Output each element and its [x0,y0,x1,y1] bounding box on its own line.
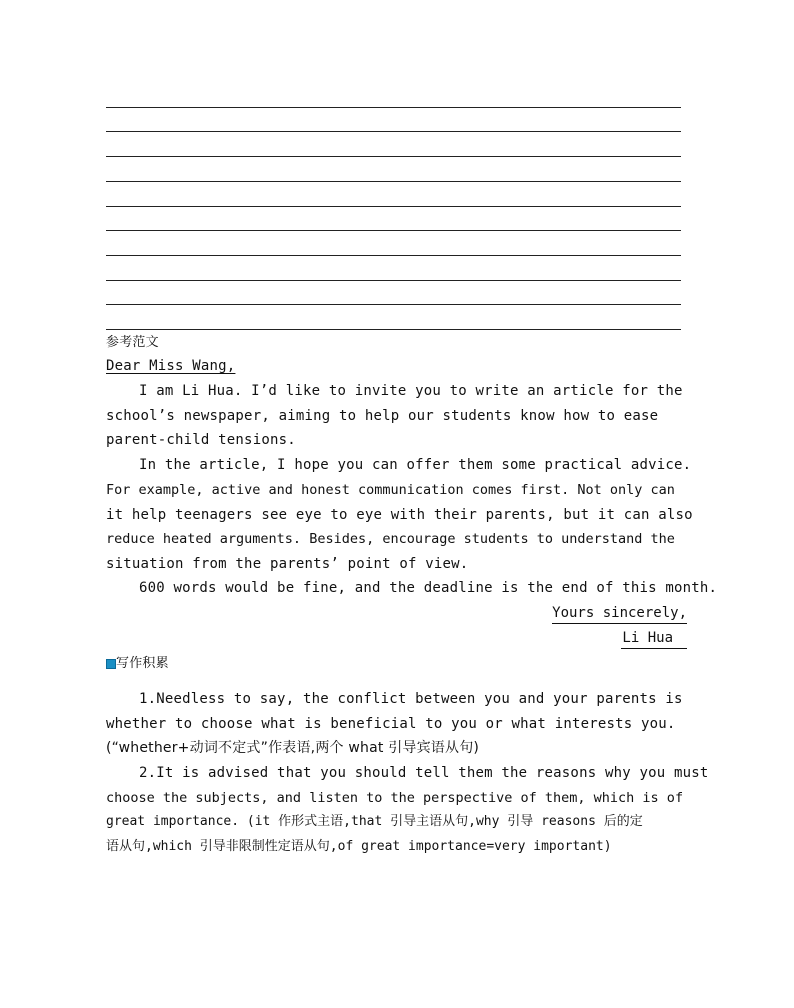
letter-line: situation from the parents’ point of view. [106,556,469,572]
signature-text: Li Hua [622,630,673,646]
writing-line [106,280,681,281]
letter-line: reduce heated arguments. Besides, encourage students to understand the [106,531,675,547]
section-heading: 参考范文 [106,335,159,350]
writing-line [106,230,681,231]
note-line: (“whether+动词不定式”作表语,两个 what 引导宾语从句) [106,740,480,756]
writing-line [106,181,681,182]
writing-line [106,107,681,108]
letter-line: school’s newspaper, aiming to help our students know how to ease [106,408,659,424]
letter-closing: Yours sincerely, [552,604,687,624]
notes-heading: 写作积累 [116,656,169,671]
writing-line [106,131,681,132]
note-square-icon [106,659,116,669]
letter-line: 600 words would be fine, and the deadline is the end of this month. [139,580,718,596]
writing-line [106,304,681,305]
letter-greeting: Dear Miss Wang, [106,358,236,374]
note-line: 1.Needless to say, the conflict between you and your parents is [139,691,683,707]
writing-line [106,255,681,256]
letter-line: I am Li Hua. I’d like to invite you to write an article for the [139,383,683,399]
letter-line: parent-child tensions. [106,432,296,448]
note-line: 语从句,which 引导非限制性定语从句,of great importance=very important) [106,839,612,854]
note-line: great importance. (it 作形式主语,that 引导主语从句,why 引导 reasons 后的定 [106,814,643,829]
writing-line [106,206,681,207]
letter-line: it help teenagers see eye to eye with their parents, but it can also [106,507,693,523]
note-line: whether to choose what is beneficial to you or what interests you. [106,716,676,732]
note-line: 2.It is advised that you should tell them the reasons why you must [139,765,709,781]
letter-line: For example, active and honest communication comes first. Not only can [106,482,675,498]
note-line: choose the subjects, and listen to the perspective of them, which is of [106,790,684,806]
letter-signature [621,629,687,649]
writing-line [106,156,681,157]
writing-line [106,329,681,330]
letter-line: In the article, I hope you can offer them some practical advice. [139,457,692,473]
